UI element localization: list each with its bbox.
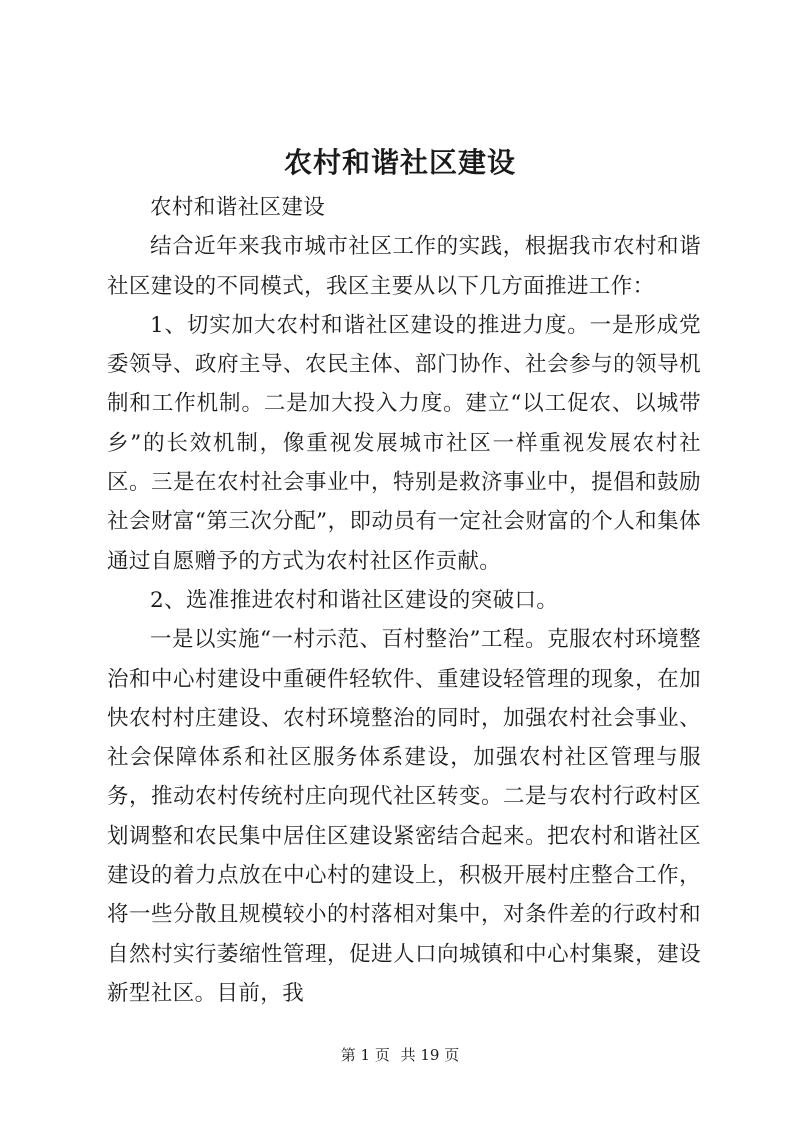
page-total: 共 19 页 <box>400 1046 460 1064</box>
page-number: 第 1 页 <box>340 1046 390 1064</box>
paragraph-section-1: 1、切实加大农村和谐社区建设的推进力度。一是形成党委领导、政府主导、农民主体、部门协作、社会参与的领导机制和工作机制。二是加大投入力度。建立“以工促农、以城带乡”的长效机制，像重视发展城市社区一样重视发展农村社区。三是在农村社会事业中，特别是救济事业中，提倡和鼓励社会财富“第三次分配”，即动员有一定社会财富的个人和集体通过自愿赠予的方式为农村社区作贡献。 <box>107 312 701 574</box>
document-title: 农村和谐社区建设 <box>283 146 516 179</box>
paragraph-section-2-heading: 2、选准推进农村和谐社区建设的突破口。 <box>150 587 559 613</box>
document-body <box>107 188 701 1013</box>
paragraph-intro: 结合近年来我市城市社区工作的实践，根据我市农村和谐社区建设的不同模式，我区主要从以下几方面推进工作： <box>107 234 701 299</box>
paragraph-section-2-body: 一是以实施“一村示范、百村整治”工程。克服农村环境整治和中心村建设中重硬件轻软件、重建设轻管理的现象，在加快农村村庄建设、农村环境整治的同时，加强农村社会事业、社会保障体系和社区服务体系建设，加强农村社区管理与服务，推动农村传统村庄向现代社区转变。二是与农村行政村区划调整和农民集中居住区建设紧密结合起来。把农村和谐社区建设的着力点放在中心村的建设上，积极开展村庄整合工作，将一些分散且规模较小的村落相对集中，对条件差的行政村和自然村实行萎缩性管理，促进人口向城镇和中心村集聚，建设新型社区。目前，我 <box>107 627 701 1006</box>
page-footer <box>0 1045 800 1065</box>
paragraph-subtitle: 农村和谐社区建设 <box>150 195 326 220</box>
